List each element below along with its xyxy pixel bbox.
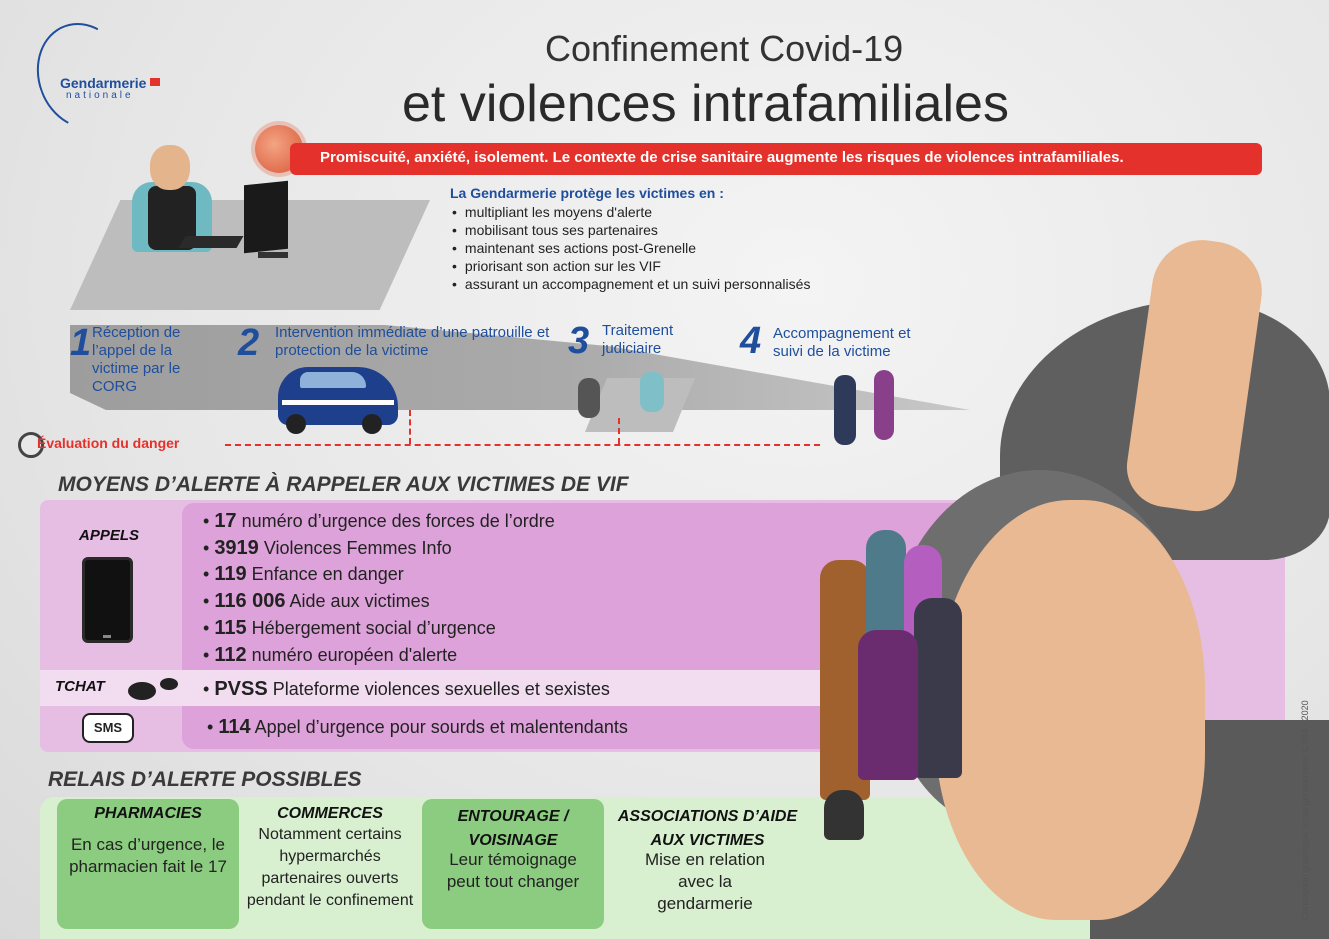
operator-head bbox=[150, 145, 190, 190]
step-text: Réception de l’appel de la victime par le CORG bbox=[92, 324, 181, 395]
protection-item: • maintenant ses actions post-Grenelle bbox=[452, 239, 810, 257]
protection-item: • multipliant les moyens d'alerte bbox=[452, 203, 810, 221]
step-number: 1 bbox=[70, 322, 92, 364]
step-number: 3 bbox=[568, 320, 590, 362]
sms-icon: SMS bbox=[82, 713, 134, 743]
family-figure bbox=[858, 630, 918, 780]
alert-heading: MOYENS D’ALERTE À RAPPELER AUX VICTIMES DE VIF bbox=[58, 473, 629, 496]
keyboard-icon bbox=[179, 236, 244, 248]
relais-card-text: Mise en relation avec la gendarmerie bbox=[644, 850, 765, 913]
protection-title: La Gendarmerie protège les victimes en : bbox=[450, 185, 724, 201]
logo-flag bbox=[150, 78, 160, 86]
alert-number-item: • 3919 Violences Femmes Info bbox=[203, 537, 452, 559]
family-figure bbox=[824, 790, 864, 840]
car-wheel bbox=[286, 414, 306, 434]
relais-heading: RELAIS D’ALERTE POSSIBLES bbox=[48, 768, 362, 791]
sms-item: • 114 Appel d’urgence pour sourds et malentendants bbox=[207, 716, 628, 738]
alert-number-item: • 119 Enfance en danger bbox=[203, 563, 404, 585]
risk-banner: Promiscuité, anxiété, isolement. Le contexte de crise sanitaire augmente les risques de violences intrafamiliales. bbox=[290, 143, 1262, 175]
monitor-base bbox=[258, 252, 288, 258]
protection-list bbox=[452, 203, 810, 293]
family-figure bbox=[914, 598, 962, 778]
car-wheel bbox=[362, 414, 382, 434]
relais-card-title: PHARMACIES bbox=[94, 805, 202, 822]
step-text: Accompagnement et suivi de la victime bbox=[773, 325, 911, 360]
step-number: 4 bbox=[740, 320, 762, 362]
title-line1: Confinement Covid-19 bbox=[545, 28, 904, 69]
tchat-item: • PVSS Plateforme violences sexuelles et sexistes bbox=[203, 678, 610, 700]
protection-item: • assurant un accompagnement et un suivi personnalisés bbox=[452, 275, 810, 293]
protection-item: • mobilisant tous ses partenaires bbox=[452, 221, 810, 239]
phone-button bbox=[103, 635, 111, 638]
relais-card-text: Notamment certains hypermarchés partenaires ouverts pendant le confinement bbox=[246, 826, 414, 909]
title-line2: et violences intrafamiliales bbox=[402, 75, 1009, 133]
alert-number-item: • 115 Hébergement social d’urgence bbox=[203, 617, 496, 639]
logo-name: Gendarmerie bbox=[60, 75, 147, 91]
logo-subtitle: nationale bbox=[66, 90, 134, 101]
relais-card-text: Leur témoignage peut tout changer bbox=[446, 850, 580, 891]
officer-figure bbox=[834, 375, 856, 445]
dashed-line bbox=[409, 410, 411, 444]
car-window bbox=[300, 372, 366, 388]
step-text: Traitement judiciaire bbox=[602, 322, 674, 357]
phone-icon bbox=[82, 557, 133, 643]
credit-text: Conception graphique Sirpa-gendarmerie C 884 - 2020 bbox=[1300, 700, 1310, 920]
dashed-line bbox=[618, 418, 620, 444]
alert-number-item: • 17 numéro d’urgence des forces de l’ordre bbox=[203, 510, 555, 532]
victim-figure bbox=[874, 370, 894, 440]
monitor-icon bbox=[244, 181, 288, 254]
step-text: Intervention immédiate d’une patrouille et protection de la victime bbox=[275, 324, 550, 359]
relais-card-title: ENTOURAGE / VOISINAGE bbox=[457, 808, 569, 849]
woman-face-illustration bbox=[935, 500, 1205, 920]
tchat-label: TCHAT bbox=[55, 678, 105, 695]
officer-figure bbox=[640, 372, 664, 412]
alert-number-item: • 116 006 Aide aux victimes bbox=[203, 590, 430, 612]
alert-number-item: • 112 numéro européen d'alerte bbox=[203, 644, 458, 666]
appels-label: APPELS bbox=[79, 527, 140, 544]
evaluation-label: Évaluation du danger bbox=[37, 435, 180, 451]
person-figure bbox=[578, 378, 600, 418]
relais-card-text: En cas d’urgence, le pharmacien fait le 17 bbox=[69, 835, 227, 876]
dashed-line bbox=[225, 444, 820, 446]
chat-bubble-icon bbox=[128, 682, 156, 700]
relais-card-title: ASSOCIATIONS D’AIDE AUX VICTIMES bbox=[617, 808, 798, 849]
relais-card-title: COMMERCES bbox=[277, 805, 383, 822]
chat-bubble-icon bbox=[160, 678, 178, 690]
car-stripe bbox=[282, 400, 394, 405]
step-number: 2 bbox=[238, 322, 260, 364]
protection-item: • priorisant son action sur les VIF bbox=[452, 257, 810, 275]
